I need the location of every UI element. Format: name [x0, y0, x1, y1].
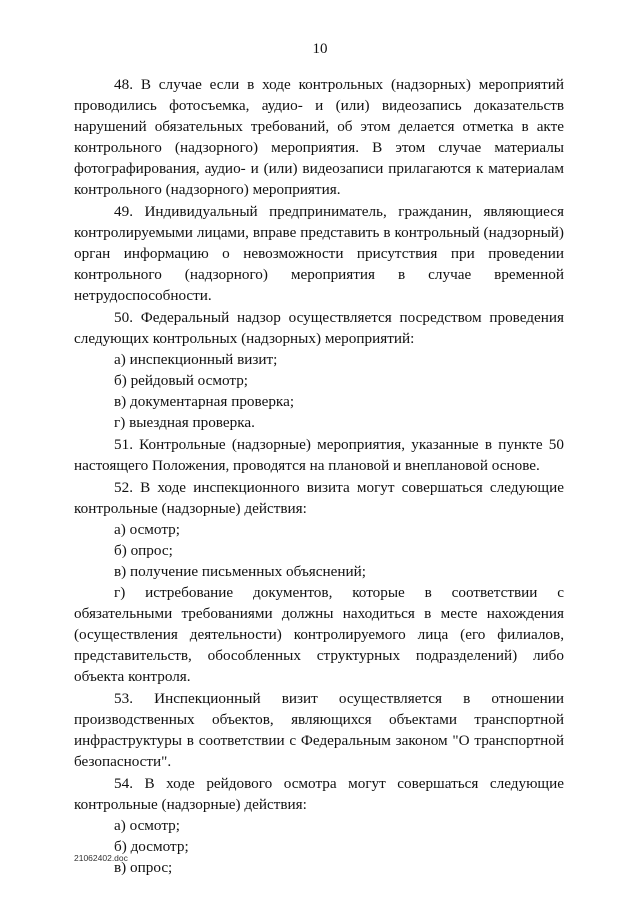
list-item: б) рейдовый осмотр; [114, 372, 249, 389]
page-number: 10 [312, 41, 328, 57]
paragraph-51: 51. Контрольные (надзорные) мероприятия, указанные в пункте 50 настоящего Положения, проводятся на плановой и внеплановой основе. [74, 436, 564, 474]
list-item: а) осмотр; [114, 521, 180, 538]
list-item: г) выездная проверка. [114, 414, 255, 431]
list-item: б) опрос; [114, 542, 173, 559]
list-item: в) документарная проверка; [114, 393, 295, 410]
list-item: а) инспекционный визит; [114, 351, 278, 368]
paragraph-52: 52. В ходе инспекционного визита могут совершаться следующие контрольные (надзорные) действия: [74, 479, 564, 517]
list-item: а) осмотр; [114, 817, 180, 834]
paragraph-48: 48. В случае если в ходе контрольных (надзорных) мероприятий проводились фотосъемка, аудио- и (или) видеозапись доказательств нарушений обязательных требований, об этом делается отметка в акте контрольного (надзорного) мероприятия. В этом случае материалы фотографирования, аудио- и (или) видеозаписи прилагаются к материалам контрольного (надзорного) мероприятия. [74, 76, 564, 198]
list-item: в) опрос; [114, 859, 173, 876]
list-item: г) истребование документов, которые в соответствии с обязательными требованиями должны находиться в месте нахождения (осуществления деятельности) контролируемого лица (его филиалов, представительств, обособленных структурных подразделений) либо объекта контроля. [74, 584, 564, 685]
list-item: в) получение письменных объяснений; [114, 563, 367, 580]
list-item: б) досмотр; [114, 838, 189, 855]
file-name-footer: 21062402.doc [74, 853, 128, 863]
paragraph-53: 53. Инспекционный визит осуществляется в отношении производственных объектов, являющихся объектами транспортной инфраструктуры в соответствии с Федеральным законом "О транспортной безопасности". [74, 690, 564, 770]
paragraph-50: 50. Федеральный надзор осуществляется посредством проведения следующих контрольных (надзорных) мероприятий: [74, 309, 564, 347]
paragraph-49: 49. Индивидуальный предприниматель, гражданин, являющиеся контролируемыми лицами, вправе представить в контрольный (надзорный) орган информацию о невозможности присутствия при проведении контрольного (надзорного) мероприятия в случае временной нетрудоспособности. [74, 203, 564, 304]
document-body [74, 74, 564, 878]
paragraph-54: 54. В ходе рейдового осмотра могут совершаться следующие контрольные (надзорные) действия: [74, 775, 564, 813]
